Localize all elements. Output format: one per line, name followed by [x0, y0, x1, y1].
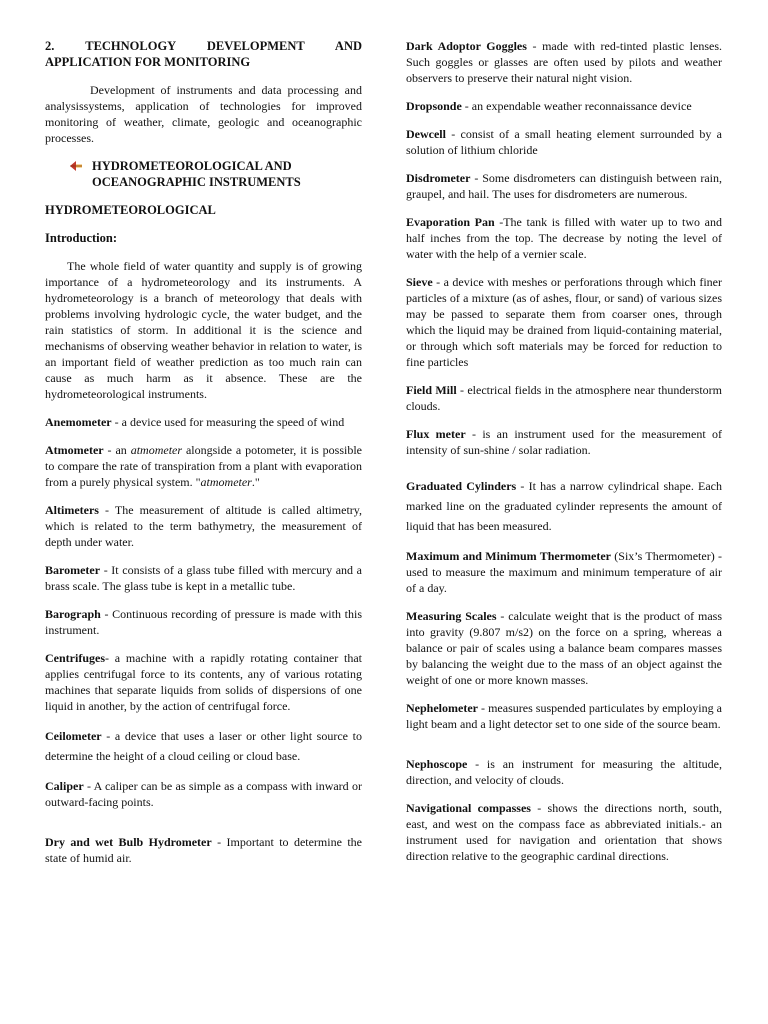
- entry-max-min-thermometer: [406, 548, 722, 596]
- definition-pre: - an: [103, 443, 131, 457]
- pushpin-bullet-icon: [69, 160, 83, 172]
- entry-disdrometer: [406, 170, 722, 202]
- term: Barograph: [45, 607, 101, 621]
- definition: - a machine with a rapidly rotating container that applies centrifugal force to its contents, any of various rotating machines that separate liquids from solids of dispersions of one liquid in another, by the action of centrifugal force.: [45, 651, 362, 713]
- definition: - The measurement of altitude is called altimetry, which is related to the term bathymetry, the measurement of depth under water.: [45, 503, 362, 549]
- definition: - calculate weight that is the product of mass into gravity (9.807 m/s2) on the force on a spring, whereas a balance or pair of scales using a balance beam compares masses by balancing the weight due to the mass of an object against the weight of one or more known masses.: [406, 609, 722, 687]
- entry-dropsonde: [406, 98, 722, 114]
- bullet-heading: [69, 158, 362, 190]
- entry-field-mill: [406, 382, 722, 414]
- term: Graduated Cylinders: [406, 479, 517, 493]
- definition: - shows the directions north, south, east, and west on the compass face as abbreviated initials.- an instrument used for navigation and orientation that shows direction relative to the geographic cardinal directions.: [406, 801, 722, 863]
- definition: - Continuous recording of pressure is made with this instrument.: [45, 607, 362, 637]
- term: Nephoscope: [406, 757, 468, 771]
- term: Anemometer: [45, 415, 112, 429]
- definition: - an expendable weather reconnaissance device: [461, 99, 692, 113]
- definition: - is an instrument used for the measurement of intensity of sun-shine / solar radiation.: [406, 427, 722, 457]
- term: Nephelometer: [406, 701, 478, 715]
- entry-sieve: [406, 274, 722, 370]
- entry-goggles: [406, 38, 722, 86]
- definition: - a device with meshes or perforations through which finer particles of a mixture (as of ashes, flour, or sand) of various sizes may be passed to separate them from coarser ones, through which the liquid may be drained from liquid-containing material, or through which soft materials may be forced for reduction to fine particles: [406, 275, 722, 369]
- term: Ceilometer: [45, 729, 102, 743]
- entry-atmometer: [45, 442, 362, 490]
- entry-dry-wet-bulb: [45, 834, 362, 866]
- entry-dewcell: [406, 126, 722, 158]
- entry-barometer: [45, 562, 362, 594]
- definition-italic: atmometer: [130, 443, 183, 457]
- term: Dewcell: [406, 127, 446, 141]
- term: Altimeters: [45, 503, 99, 517]
- right-column: [406, 38, 722, 876]
- entry-flux-meter: [406, 426, 722, 458]
- definition: - a device used for measuring the speed of wind: [111, 415, 345, 429]
- entry-nephoscope: [406, 756, 722, 788]
- term: Flux meter: [406, 427, 466, 441]
- entry-altimeters: [45, 502, 362, 550]
- definition-post: .": [251, 475, 260, 489]
- section-intro: Development of instruments and data processing and analysissystems, application of technologies for improved monitoring of weather, climate, geologic and oceanographic processes.: [45, 83, 362, 145]
- definition: - It consists of a glass tube filled with mercury and a brass scale. The glass tube is kept in a metallic tube.: [45, 563, 362, 593]
- term: Evaporation Pan: [406, 215, 495, 229]
- entry-centrifuges: [45, 650, 362, 714]
- definition: - a device that uses a laser or other light source to determine the height of a cloud ceiling or cloud base.: [45, 729, 362, 763]
- entry-navigational-compasses: [406, 800, 722, 864]
- definition: - Some disdrometers can distinguish between rain, graupel, and hail. The uses for disdrometers are numerous.: [406, 171, 722, 201]
- definition: alongside a potometer, it is possible to compare the rate of transpiration from a plant with evaporation from a purely physical system. ": [45, 443, 362, 489]
- entry-evaporation-pan: [406, 214, 722, 262]
- entry-anemometer: [45, 414, 362, 430]
- entry-measuring-scales: [406, 608, 722, 688]
- term: Maximum and Minimum Thermometer: [406, 549, 611, 563]
- term: Field Mill: [406, 383, 457, 397]
- definition: - measures suspended particulates by employing a light beam and a light detector set to one side of the source beam.: [406, 701, 722, 731]
- bullet-heading-text: HYDROMETEOROLOGICAL AND OCEANOGRAPHIC INSTRUMENTS: [92, 159, 301, 189]
- definition-italic-2: atmometer: [200, 475, 252, 489]
- term: Atmometer: [45, 443, 104, 457]
- term: Dark Adoptor Goggles: [406, 39, 527, 53]
- definition: - A caliper can be as simple as a compass with inward or outward-facing points.: [45, 779, 362, 809]
- term: Disdrometer: [406, 171, 471, 185]
- entry-graduated-cylinders: [406, 476, 722, 536]
- term: Centrifuges: [45, 651, 105, 665]
- definition: - made with red-tinted plastic lenses. Such goggles or glasses are often used by pilots and weather observers to preserve their natural night vision.: [406, 39, 722, 85]
- definition: - electrical fields in the atmosphere near thunderstorm clouds.: [406, 383, 722, 413]
- definition: - Important to determine the state of humid air.: [45, 835, 362, 865]
- subheading: HYDROMETEOROLOGICAL: [45, 203, 216, 217]
- term: Dropsonde: [406, 99, 462, 113]
- definition: - is an instrument for measuring the altitude, direction, and velocity of clouds.: [406, 757, 722, 787]
- left-column: [45, 38, 362, 878]
- term: Sieve: [406, 275, 433, 289]
- entry-caliper: [45, 778, 362, 810]
- entry-nephelometer: [406, 700, 722, 732]
- section-title: 2. TECHNOLOGY DEVELOPMENT AND APPLICATION FOR MONITORING: [45, 39, 362, 69]
- definition: - consist of a small heating element surrounded by a solution of lithium chloride: [406, 127, 722, 157]
- definition: (Six’s Thermometer) - used to measure the maximum and minimum temperature of air of a day.: [406, 549, 722, 595]
- term: Caliper: [45, 779, 84, 793]
- entry-barograph: [45, 606, 362, 638]
- intro-label: Introduction:: [45, 231, 118, 245]
- term: Dry and wet Bulb Hydrometer: [45, 835, 212, 849]
- term: Barometer: [45, 563, 101, 577]
- intro-text: The whole field of water quantity and supply is of growing importance of a hydrometeorology and its instruments. A hydrometeorology is a branch of meteorology that deals with problems involving hydrologic cycle, the water budget, and the rain statistics of storm. In additional it is the science and mechanisms of observing weather behavior in relation to water, is an important field of weather prediction as too much rain can cause as much harm as it absence. These are the hydrometeorological instruments.: [45, 259, 362, 401]
- definition: -The tank is filled with water up to two and half inches from the top. The decrease by noting the level of water with the help of a vernier scale.: [406, 215, 722, 261]
- term: Navigational compasses: [406, 801, 531, 815]
- definition: - It has a narrow cylindrical shape. Each marked line on the graduated cylinder represents the amount of liquid that has been measured.: [406, 479, 722, 533]
- entry-ceilometer: [45, 726, 362, 766]
- term: Measuring Scales: [406, 609, 497, 623]
